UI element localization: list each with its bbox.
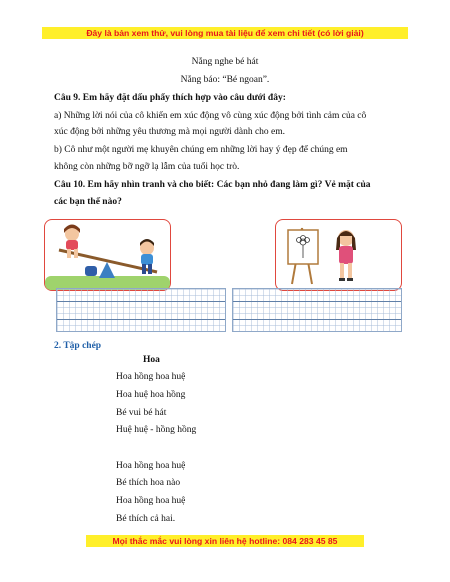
writing-grid-left[interactable] (56, 288, 226, 332)
poem-line: Hoa huệ hoa hồng (116, 390, 186, 400)
poem-line: Bé vui bé hát (116, 408, 167, 418)
poem-title: Hoa (143, 355, 160, 365)
poem-line: Bé thích cả hai. (116, 514, 176, 524)
easel-image (276, 220, 401, 290)
question-10-title-2: các bạn thế nào? (54, 197, 122, 207)
section-2-heading: 2. Tập chép (54, 341, 102, 351)
drawing-illustration (275, 219, 402, 291)
question-9-a-line-2: xúc động bởi những yêu thương mà mọi người dành cho em. (54, 127, 286, 137)
question-9-title: Câu 9. Em hãy đặt dấu phẩy thích hợp vào câu dưới đây: (54, 93, 286, 103)
seesaw-image (45, 220, 170, 290)
question-9-b-line-2: không còn những bỡ ngỡ lạ lẫm của tuổi học trò. (54, 162, 240, 172)
poem-line: Hoa hồng hoa huệ (116, 461, 186, 471)
poem-line: Bé thích hoa nào (116, 478, 181, 488)
question-9-a-line-1: a) Những lời nói của cô khiến em xúc động vô cùng xúc động bởi tình cảm của cô (54, 111, 367, 121)
poem-line: Hoa hồng hoa huệ (116, 496, 186, 506)
writing-grid-right[interactable] (232, 288, 402, 332)
poem-line: Huệ huệ - hồng hồng (116, 425, 197, 435)
question-10-title-1: Câu 10. Em hãy nhìn tranh và cho biết: Các bạn nhỏ đang làm gì? Vẻ mặt của (54, 180, 371, 190)
hotline-banner: Mọi thắc mắc vui lòng xin liên hệ hotline: 084 283 45 85 (86, 535, 364, 547)
seesaw-illustration (44, 219, 171, 291)
intro-line-2: Nắng báo: “Bé ngoan”. (180, 75, 270, 85)
question-9-b-line-1: b) Cô như một người mẹ khuyên chúng em những lời hay ý đẹp để chúng em (54, 145, 348, 155)
preview-notice-banner: Đây là bản xem thử, vui lòng mua tài liệu để xem chi tiết (có lời giải) (42, 27, 408, 39)
poem-line: Hoa hồng hoa huệ (116, 372, 186, 382)
intro-line-1: Nắng nghe bé hát (191, 57, 259, 67)
